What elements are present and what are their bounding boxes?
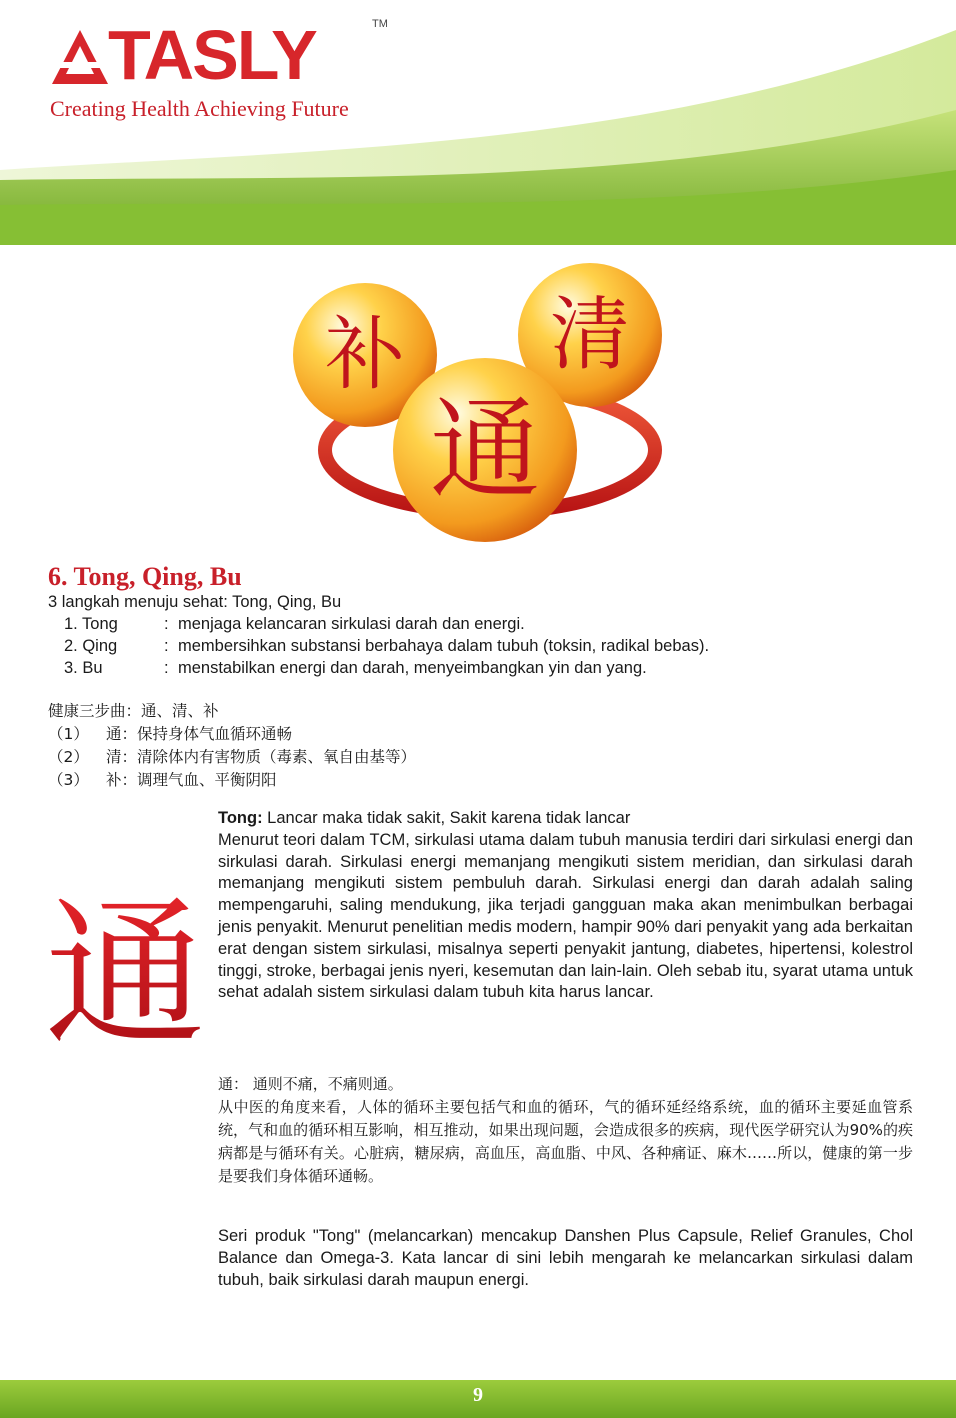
section-intro: 3 langkah menuju sehat: Tong, Qing, Bu: [48, 593, 342, 611]
tong-heading-label: Tong:: [218, 809, 263, 827]
step-colon: :: [164, 637, 169, 655]
tong-cn-heading: 通： 通则不痛，不痛则通。: [218, 1075, 403, 1093]
step-number: 1. Tong: [64, 615, 118, 633]
hero-spheres-illustration: [280, 260, 680, 560]
sphere-char-qing: 清: [550, 288, 630, 381]
tong-big-char: 通: [44, 881, 206, 1060]
tong-cn-body: 从中医的角度来看，人体的循环主要包括气和血的循环，气的循环延经络系统，血的循环主要延血管系统，气和血的循环相互影响，相互推动，如果出现问题，会造成很多的疾病，现代医学研究认为90%的疾病都是与循环有关。心脏病，糖尿病，高血压，高血脂、中风、各种痛证、麻木……所以，健康的第一步是要我们身体循环通畅。: [218, 1098, 913, 1185]
step-colon: :: [164, 615, 169, 633]
sphere-char-bu: 补: [325, 308, 405, 401]
item-number: （2）: [48, 748, 89, 766]
list-item: [64, 657, 709, 679]
list-item: [64, 613, 709, 635]
item-text: 清：清除体内有害物质（毒素、氧自由基等）: [106, 748, 417, 766]
step-text: menstabilkan energi dan darah, menyeimbangkan yin dan yang.: [178, 659, 647, 677]
brand-tagline: Creating Health Achieving Future: [50, 96, 349, 121]
chinese-summary: [48, 700, 416, 792]
sphere-char-tong: 通: [430, 386, 540, 514]
step-colon: :: [164, 659, 169, 677]
tong-product-paragraph: Seri produk "Tong" (melancarkan) mencakup Danshen Plus Capsule, Relief Granules, Chol Balance dan Omega-3. Kata lancar di sini lebih mengarah ke melancarkan sirkulasi dalam tubuh, baik sirkulasi darah maupun energi.: [218, 1227, 913, 1289]
item-number: （3）: [48, 771, 89, 789]
list-item: [64, 635, 709, 657]
step-text: menjaga kelancaran sirkulasi darah dan energi.: [178, 615, 525, 633]
item-text: 补：调理气血、平衡阴阳: [106, 771, 277, 789]
step-number: 3. Bu: [64, 659, 103, 677]
chinese-summary-title: 健康三步曲：通、清、补: [48, 702, 219, 720]
tong-chinese-paragraph: [218, 1073, 913, 1188]
page-header: [0, 0, 956, 250]
steps-list: [64, 613, 709, 679]
trademark: TM: [372, 18, 388, 30]
list-item: [48, 769, 416, 792]
section-title: 6. Tong, Qing, Bu: [48, 562, 242, 591]
list-item: [48, 723, 416, 746]
page-number: 9: [473, 1384, 483, 1406]
brand-name: TASLY: [108, 16, 316, 94]
item-text: 通：保持身体气血循环通畅: [106, 725, 293, 743]
tong-heading-text: Lancar maka tidak sakit, Sakit karena tidak lancar: [262, 809, 631, 827]
item-number: （1）: [48, 725, 89, 743]
tong-paragraph: [218, 808, 913, 1004]
list-item: [48, 746, 416, 769]
tong-body: Menurut teori dalam TCM, sirkulasi utama dalam tubuh manusia terdiri dari sirkulasi energi dan sirkulasi darah. Sirkulasi energi memanjang mengikuti sistem meridian, dan sirkulasi darah memanjang mengikuti sistem pembuluh darah. Sirkulasi energi dan darah adalah saling mempengaruhi, saling mendukung, jika terjadi gangguan maka akan menimbulkan berbagai jenis penyakit. Menurut penelitian medis modern, hampir 90% dari penyakit yang ada berkaitan erat dengan sistem sirkulasi, misalnya seperti penyakit jantung, diabetes, hipertensi, kolestrol tinggi, stroke, berbagai jenis nyeri, kesemutan dan lain-lain. Oleh sebab itu, syarat utama untuk sehat adalah sistem sirkulasi dalam tubuh kita harus lancar.: [218, 830, 913, 1002]
tasly-logo-icon: [50, 28, 110, 88]
step-number: 2. Qing: [64, 637, 118, 655]
tong-calligraphy-icon: [38, 880, 213, 1060]
step-text: membersihkan substansi berbahaya dalam tubuh (toksin, radikal bebas).: [178, 637, 710, 655]
